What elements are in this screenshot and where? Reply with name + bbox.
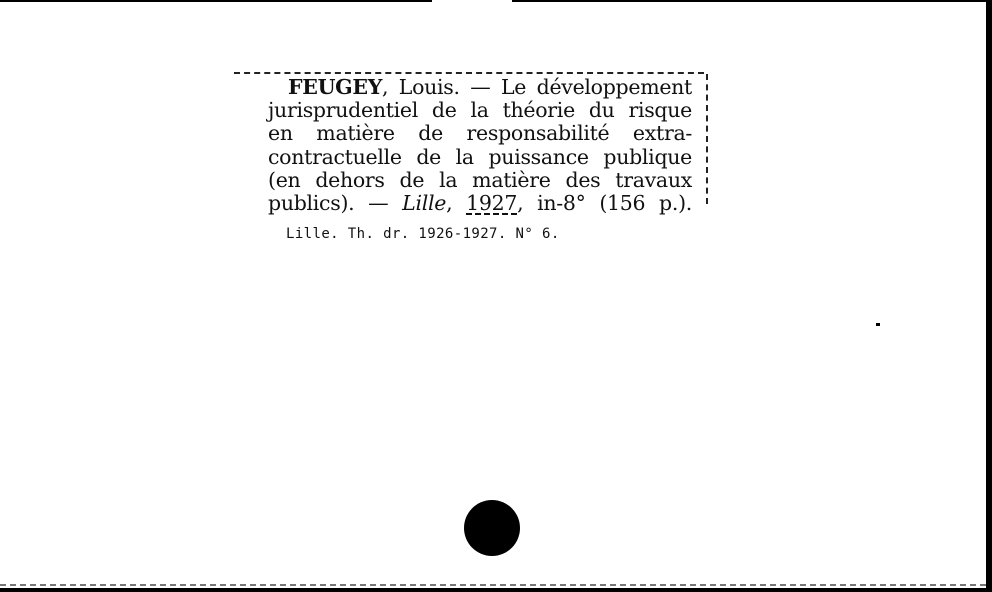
author-first-name: , Louis. — Le développement [382,75,692,99]
entry-line-4: contractuelle de la puissance publique [268,144,692,169]
place-comma: , [446,191,467,216]
punch-hole [464,500,520,556]
entry-line-2: jurisprudentiel de la théorie du risque [268,98,692,123]
pasted-clipping [232,70,712,250]
entry-line-6 [268,192,692,215]
entry-line-3: en matière de responsabilité extra- [268,121,692,146]
entry-line-6-start: publics). — [268,191,403,216]
thesis-reference: Lille. Th. dr. 1926-1927. N° 6. [286,226,560,242]
bibliographic-entry [268,76,692,215]
entry-line-6-end: , in-8° (156 p.). [517,191,693,216]
clipping-border-top [234,72,704,74]
publication-place: Lille [402,191,447,216]
scan-bottom-edge [0,584,986,586]
entry-line-1 [268,76,692,99]
author-name: FEUGEY [288,75,383,99]
scan-speck [876,323,880,326]
publication-year: 1927 [466,191,518,216]
entry-line-5: (en dehors de la matière des travaux [268,167,692,192]
card-notch [432,0,512,3]
clipping-border-right [706,74,708,204]
